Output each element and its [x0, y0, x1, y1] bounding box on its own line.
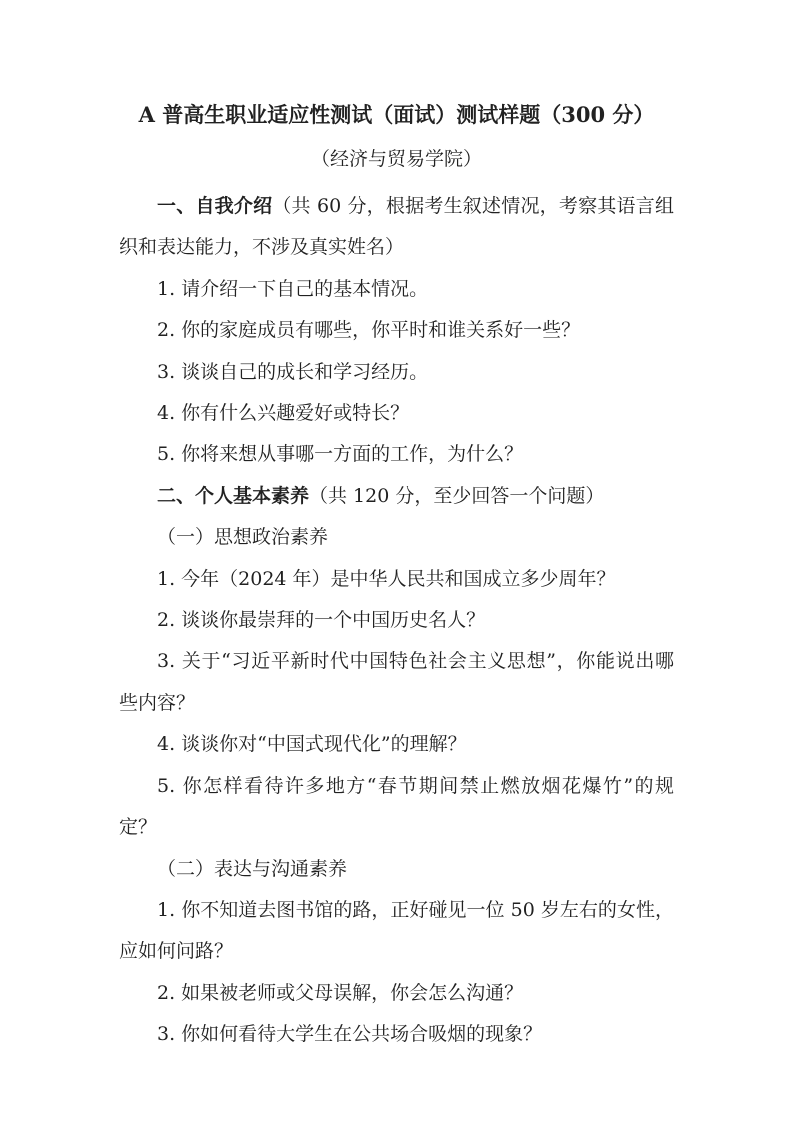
question-item: 2. 谈谈你最崇拜的一个中国历史名人？ — [157, 609, 486, 632]
subsection-1-heading: （一）思想政治素养 — [157, 526, 329, 549]
section-1-heading-label: 一、自我介绍 — [157, 195, 273, 217]
question-item: 2. 你的家庭成员有哪些，你平时和谁关系好一些？ — [157, 319, 581, 342]
document-title: A 普高生职业适应性测试（面试）测试样题（300 分） — [138, 102, 655, 127]
question-item: 5. 你将来想从事哪一方面的工作，为什么？ — [157, 443, 524, 466]
question-item: 1. 今年（2024 年）是中华人民共和国成立多少周年？ — [157, 567, 616, 590]
subsection-2-heading: （二）表达与沟通素养 — [157, 857, 348, 880]
question-item: 1. 你不知道去图书馆的路，正好碰见一位 50 岁左右的女性，应如何问路？ — [119, 898, 674, 963]
question-item: 3. 你如何看待大学生在公共场合吸烟的现象？ — [157, 1023, 543, 1046]
question-item: 4. 你有什么兴趣爱好或特长？ — [157, 402, 410, 425]
section-1-heading — [119, 186, 674, 269]
question-item: 3. 谈谈自己的成长和学习经历。 — [157, 360, 429, 383]
question-item: 1. 请介绍一下自己的基本情况。 — [157, 277, 429, 300]
section-1-heading-note: （共 60 分，根据考生叙述情况，考察其语言组织和表达能力，不涉及真实姓名） — [119, 195, 674, 259]
question-item: 3. 关于“习近平新时代中国特色社会主义思想”，你能说出哪些内容？ — [119, 650, 674, 714]
document-body — [119, 186, 674, 1056]
section-2-heading-label: 二、个人基本素养 — [157, 484, 310, 507]
question-item: 4. 谈谈你对“中国式现代化”的理解？ — [157, 733, 467, 756]
section-2-heading-note: （共 120 分，至少回答一个问题） — [309, 484, 605, 507]
question-item: 5. 你怎样看待许多地方“春节期间禁止燃放烟花爆竹”的规定？ — [119, 774, 674, 839]
question-item: 2. 如果被老师或父母误解，你会怎么沟通？ — [157, 981, 524, 1004]
document-subtitle: （经济与贸易学院） — [310, 148, 482, 170]
section-2-heading — [119, 476, 674, 517]
